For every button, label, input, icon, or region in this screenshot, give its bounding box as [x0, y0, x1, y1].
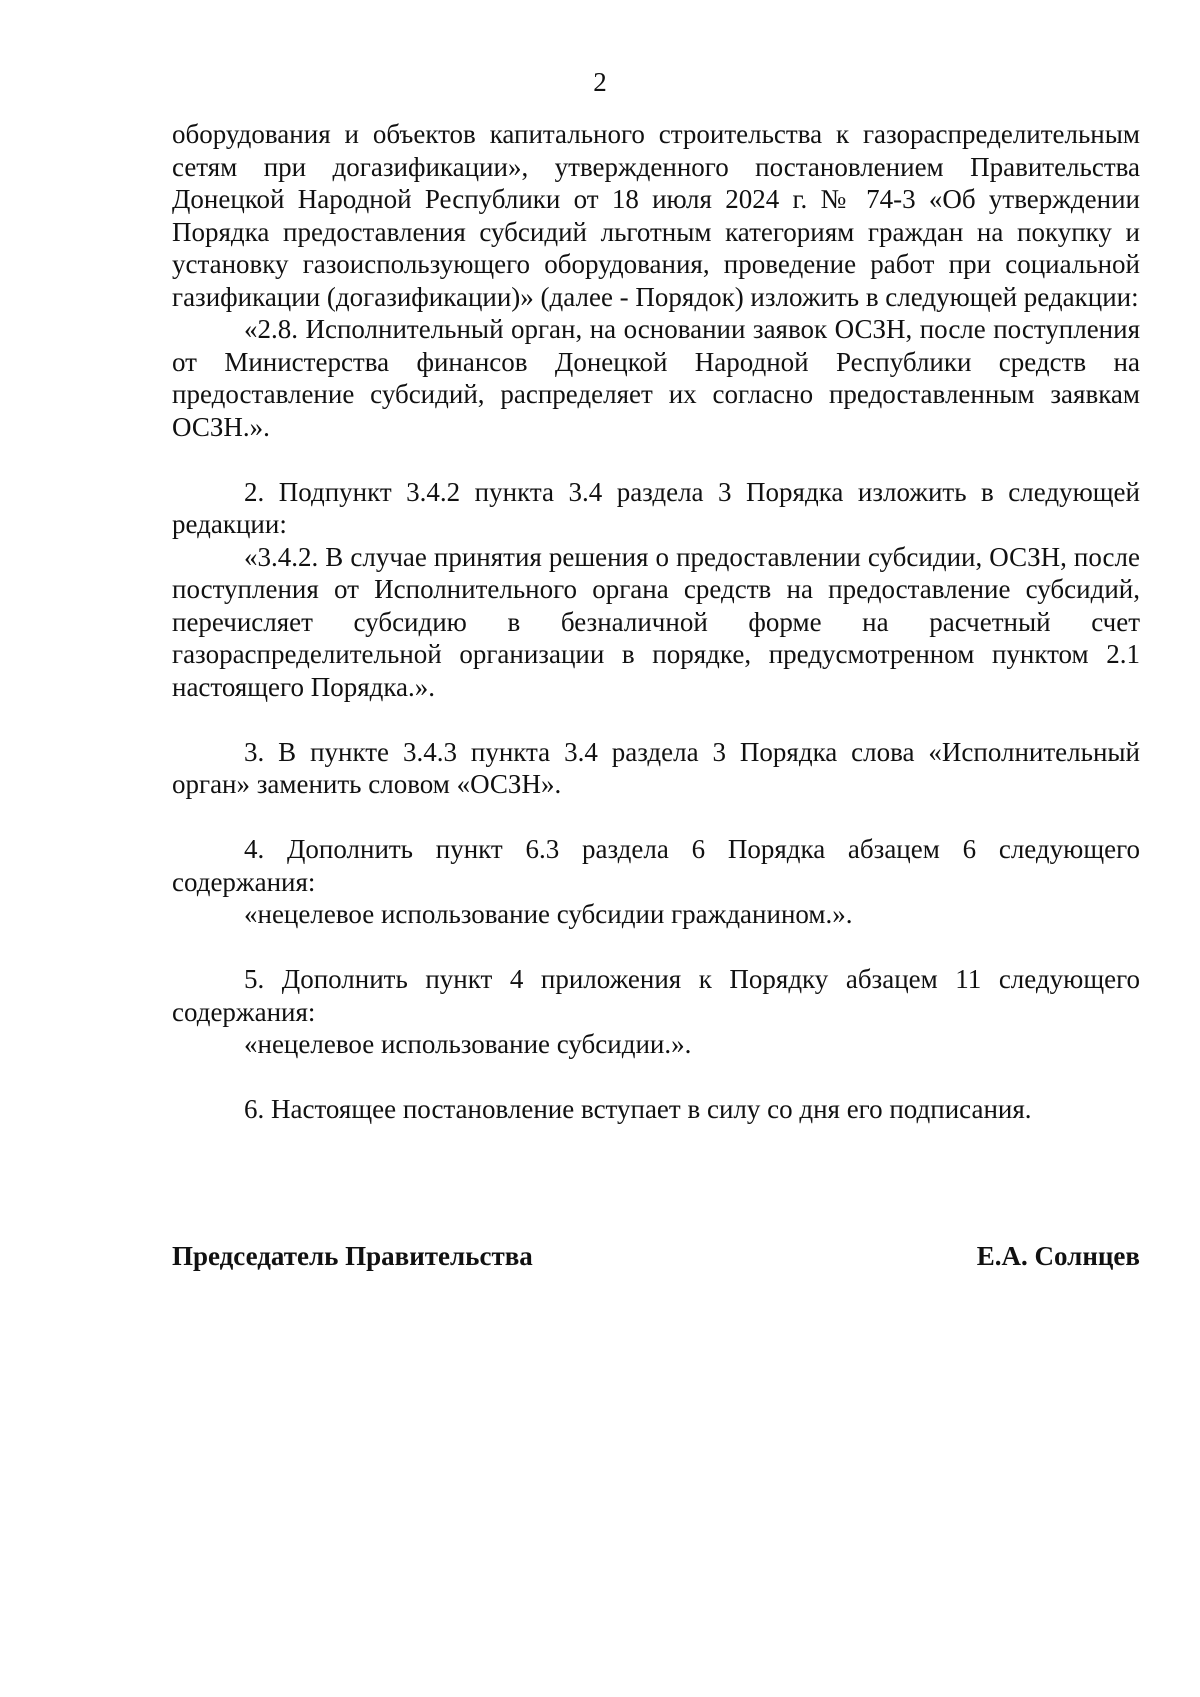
paragraph-item-6: 6. Настоящее постановление вступает в силу со дня его подписания.: [244, 1094, 1032, 1124]
paragraph-item-4: 4. Дополнить пункт 6.3 раздела 6 Порядка абзацем 6 следующего содержания:: [172, 834, 1140, 897]
document-body: [172, 118, 1140, 1126]
paragraph-item-5: 5. Дополнить пункт 4 приложения к Порядку абзацем 11 следующего содержания:: [172, 964, 1140, 1027]
paragraph-quote-6-3: «нецелевое использование субсидии гражданином.».: [244, 899, 853, 929]
paragraph-quote-3-4-2: «3.4.2. В случае принятия решения о предоставлении субсидии, ОСЗН, после поступления от Исполнительного органа средств на предоставление субсидий, перечисляет субсидию в безналичной форме на расчетный счет газораспределительной организации в порядке, предусмотренном пунктом 2.1 настоящего Порядка.».: [172, 541, 1140, 702]
signatory-position: Председатель Правительства: [172, 1241, 533, 1271]
signature-block: [172, 1240, 1140, 1273]
paragraph-item-2: 2. Подпункт 3.4.2 пункта 3.4 раздела 3 Порядка изложить в следующей редакции:: [172, 476, 1140, 539]
paragraph-quote-2-8: «2.8. Исполнительный орган, на основании заявок ОСЗН, после поступления от Министерства финансов Донецкой Народной Республики средств на предоставление субсидий, распределяет их согласно предоставленным заявкам ОСЗН.».: [172, 314, 1140, 442]
paragraph-continuation: оборудования и объектов капитального строительства к газораспределительным сетям при догазификации», утвержденного постановлением Правительства Донецкой Народной Республики от 18 июля 2024 г. № 74-3 «Об утверждении Порядка предоставления субсидий льготным категориям граждан на покупку и установку газоиспользующего оборудования, проведение работ при социальной газификации (догазификации)» (далее - Порядок) изложить в следующей редакции:: [172, 119, 1140, 312]
page-number: 2: [593, 67, 607, 97]
paragraph-quote-appendix: «нецелевое использование субсидии.».: [244, 1029, 692, 1059]
paragraph-item-3: 3. В пункте 3.4.3 пункта 3.4 раздела 3 Порядка слова «Исполнительный орган» заменить словом «ОСЗН».: [172, 736, 1140, 799]
signatory-name: Е.А. Солнцев: [976, 1241, 1140, 1271]
